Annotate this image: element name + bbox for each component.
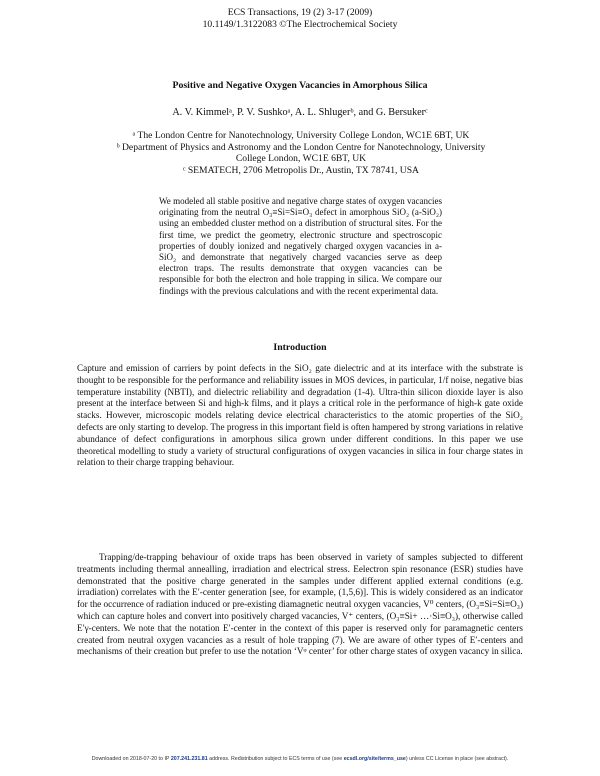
footer-ip-link[interactable]: 207.241.231.81 [170,756,208,762]
intro-paragraph-2: Trapping/de-trapping behaviour of oxide traps has been observed in variety of samples subjected to different treatments including thermal annealling, irradiation and electrical stress. Eelectron spin resonance (ESR) studies have demonstrated that the positive charge generated in the samples under different applied external conditions (e.g. irradiation) correlates with the E′-center generation [see, for example, (1,5,6)]. This is widely considered as an indicator for the occurrence of radiation induced or pre-existing diamagnetic neutral oxygen vacancies, V⁰ centers, (O₃≡Si=Si≡O₃) which can capture holes and convert into positively charged vacancies, V⁺ centers, (O₃≡Si+ …·Si≡O₃), otherwise called E′γ-centers. We note that the notation E′-center in the context of this paper is reserved only for paramagnetic centers created from neutral oxygen vacancies as a result of hole trapping (7). We are aware of other types of E′-centers and mechanisms of their creation but prefer to use the notation ‘Vᵠ center’ for other charge states of oxygen vacancy in silica. [77,552,523,657]
author-list: A. V. Kimmelᵃ, P. V. Sushkoᵃ, A. L. Shlugerᵇ, and G. Bersukerᶜ [172,107,428,118]
affiliations [106,130,496,176]
intro-paragraph-1: Capture and emission of carriers by point defects in the SiO₂ gate dielectric and at its interface with the substrate is thought to be responsible for the performance and reliability issues in MOS devices, in particular, 1/f noise, negative bias temperature instability (NBTI), and dielectric reliability and degradation (1-4). Ultra-thin silicon dioxide layer is also present at the interface between Si and high-k films, and it plays a critical role in the performance of high-k gate oxide stacks. However, microscopic models relating device electrical characteristics to the atomic properties of the SiO₂ defects are only starting to develop. The progress in this important field is often hampered by strong variations in relative abundance of defect configurations in amorphous silica grown under different conditions. In this paper we use theoretical modelling to study a variety of structural configurations of oxygen vacancies in silica in four charge states in relation to their charge trapping behaviour. [77,363,523,468]
footer-terms-text: address. Redistribution subject to ECS terms of use (see [209,756,343,762]
journal-citation: ECS Transactions, 19 (2) 3-17 (2009) [227,7,373,18]
abstract: We modeled all stable positive and negative charge states of oxygen vacancies originating from the neutral O₃≡Si=Si≡O₃ defect in amorphous SiO₂ (a-SiO₂) using an embedded cluster method on a distribution of structural sites. For the first time, we predict the geometry, electronic structure and spectroscopic properties of doubly ionized and negatively charged oxygen vacancies in a-SiO₂ and demonstrate that negatively charged vacancies serve as deep electron traps. The results demonstrate that oxygen vacancies can be responsible for both the electron and hole trapping in silica. We compare our findings with the previous calculations and with the recent experimental data. [159,196,442,296]
journal-header [0,7,600,31]
footer-prefix: Downloaded on 2018-07-20 to IP [91,756,170,762]
paper-title: Positive and Negative Oxygen Vacancies in Amorphous Silica [172,80,428,91]
section-heading-introduction: Introduction [273,342,327,353]
download-footer [4,756,596,762]
footer-suffix: ) unless CC License in place (see abstract). [405,756,509,762]
affiliation-b: ᵇ Department of Physics and Astronomy and the London Centre for Nanotechnology, University College London, WC1E 6BT, UK [116,141,486,165]
doi-copyright: 10.1149/1.3122083 ©The Electrochemical Society [202,19,398,30]
affiliation-c: ᶜ SEMATECH, 2706 Metropolis Dr., Austin, TX 78741, USA [182,164,419,176]
footer-terms-link[interactable]: ecsdl.org/site/terms_use [343,756,406,762]
affiliation-a: ᵃ The London Centre for Nanotechnology, University College London, WC1E 6BT, UK [132,130,470,141]
